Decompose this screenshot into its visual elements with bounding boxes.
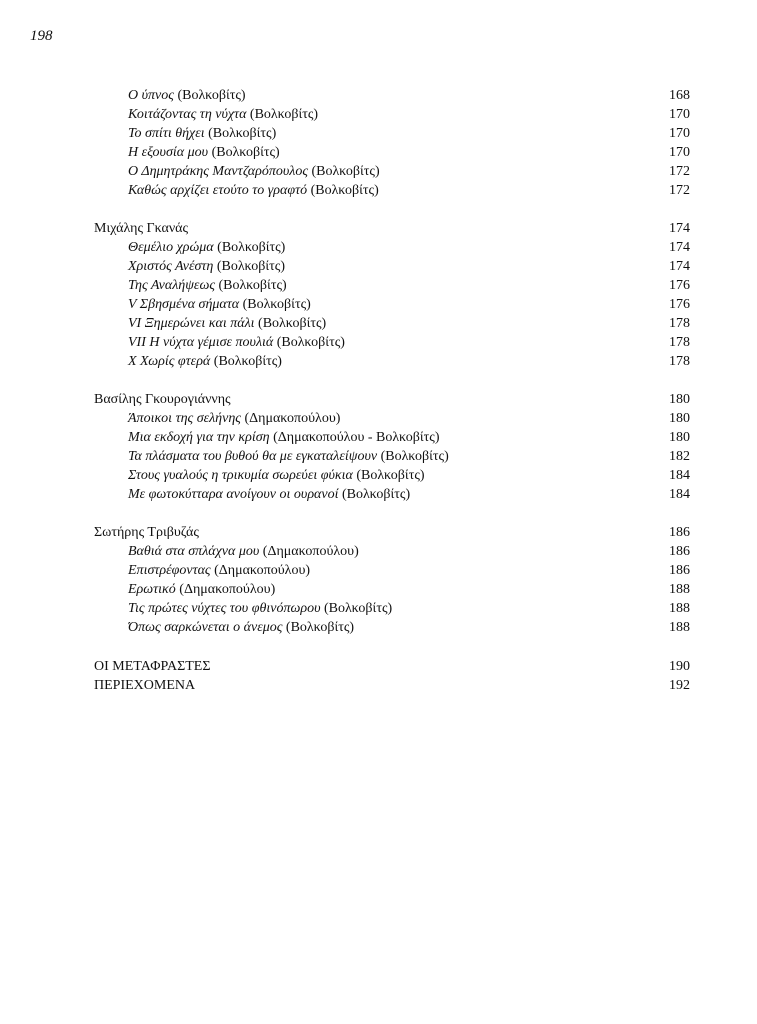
toc-entry: Η εξουσία μου (Βολκοβίτς) 170 <box>128 145 690 160</box>
section-spacer <box>94 637 690 657</box>
toc-page-number: 170 <box>669 145 690 160</box>
toc-page-number: 176 <box>669 297 690 312</box>
toc-page-number: 188 <box>669 620 690 635</box>
toc-entry: Με φωτοκύτταρα ανοίγουν οι ουρανοί (Βολκοβίτς) 184 <box>128 487 690 502</box>
toc-page-number: 174 <box>669 259 690 274</box>
toc-page-number: 176 <box>669 278 690 293</box>
toc-author: Σωτήρης Τριβυζάς 186 <box>94 525 690 540</box>
toc-page-number: 170 <box>669 107 690 122</box>
toc-entry: Όπως σαρκώνεται ο άνεμος (Βολκοβίτς) 188 <box>128 620 690 635</box>
toc-page-number: 174 <box>669 221 690 236</box>
toc-entry: Άποικοι της σελήνης (Δημακοπούλου) 180 <box>128 411 690 426</box>
toc-entry: Θεμέλιο χρώμα (Βολκοβίτς) 174 <box>128 240 690 255</box>
toc-page-number: 186 <box>669 544 690 559</box>
toc-entry: X Χωρίς φτερά (Βολκοβίτς) 178 <box>128 354 690 369</box>
toc-page-number: 180 <box>669 411 690 426</box>
toc-page-number: 188 <box>669 582 690 597</box>
toc-page-number: 174 <box>669 240 690 255</box>
table-of-contents <box>94 86 690 695</box>
toc-entry: Το σπίτι θήχει (Βολκοβίτς) 170 <box>128 126 690 141</box>
toc-entry: Επιστρέφοντας (Δημακοπούλου) 186 <box>128 563 690 578</box>
toc-page-number: 188 <box>669 601 690 616</box>
section-spacer <box>94 504 690 523</box>
toc-page-number: 184 <box>669 468 690 483</box>
section-spacer <box>94 200 690 219</box>
toc-page-number: 180 <box>669 392 690 407</box>
toc-page-number: 178 <box>669 316 690 331</box>
toc-page-number: 184 <box>669 487 690 502</box>
toc-entry: Ο ύπνος (Βολκοβίτς) 168 <box>128 88 690 103</box>
toc-entry: Τα πλάσματα του βυθού θα με εγκαταλείψουν (Βολκοβίτς) 182 <box>128 449 690 464</box>
toc-page-number: 180 <box>669 430 690 445</box>
toc-page-number: 182 <box>669 449 690 464</box>
toc-entry: Της Αναλήψεως (Βολκοβίτς) 176 <box>128 278 690 293</box>
toc-page-number: 170 <box>669 126 690 141</box>
section-spacer <box>94 371 690 390</box>
toc-entry: Μια εκδοχή για την κρίση (Δημακοπούλου - Βολκοβίτς) 180 <box>128 430 690 445</box>
toc-page-number: 186 <box>669 525 690 540</box>
toc-entry: V Σβησμένα σήματα (Βολκοβίτς) 176 <box>128 297 690 312</box>
toc-entry: Τις πρώτες νύχτες του φθινόπωρου (Βολκοβίτς) 188 <box>128 601 690 616</box>
toc-entry: Κοιτάζοντας τη νύχτα (Βολκοβίτς) 170 <box>128 107 690 122</box>
toc-entry: Στους γυαλούς η τρικυμία σωρεύει φύκια (Βολκοβίτς) 184 <box>128 468 690 483</box>
toc-entry: Ο Δημητράκης Μαντζαρόπουλος (Βολκοβίτς) 172 <box>128 164 690 179</box>
toc-page-number: 168 <box>669 88 690 103</box>
toc-page-number: 190 <box>669 659 690 674</box>
toc-page-number: 172 <box>669 183 690 198</box>
toc-page-number: 178 <box>669 354 690 369</box>
toc-author: Βασίλης Γκουρογιάννης 180 <box>94 392 690 407</box>
toc-page-number: 178 <box>669 335 690 350</box>
toc-page-number: 186 <box>669 563 690 578</box>
toc-entry: VII Η νύχτα γέμισε πουλιά (Βολκοβίτς) 178 <box>128 335 690 350</box>
page-number: 198 <box>30 28 53 44</box>
toc-back-matter: ΠΕΡΙΕΧΟΜΕΝΑ 192 <box>94 678 690 693</box>
toc-entry: Χριστός Ανέστη (Βολκοβίτς) 174 <box>128 259 690 274</box>
toc-entry: Ερωτικό (Δημακοπούλου) 188 <box>128 582 690 597</box>
toc-entry: VI Ξημερώνει και πάλι (Βολκοβίτς) 178 <box>128 316 690 331</box>
toc-back-matter: ΟΙ ΜΕΤΑΦΡΑΣΤΕΣ 190 <box>94 659 690 674</box>
toc-entry: Καθώς αρχίζει ετούτο το γραφτό (Βολκοβίτς) 172 <box>128 183 690 198</box>
toc-page-number: 172 <box>669 164 690 179</box>
toc-page-number: 192 <box>669 678 690 693</box>
toc-author: Μιχάλης Γκανάς 174 <box>94 221 690 236</box>
toc-entry: Βαθιά στα σπλάχνα μου (Δημακοπούλου) 186 <box>128 544 690 559</box>
